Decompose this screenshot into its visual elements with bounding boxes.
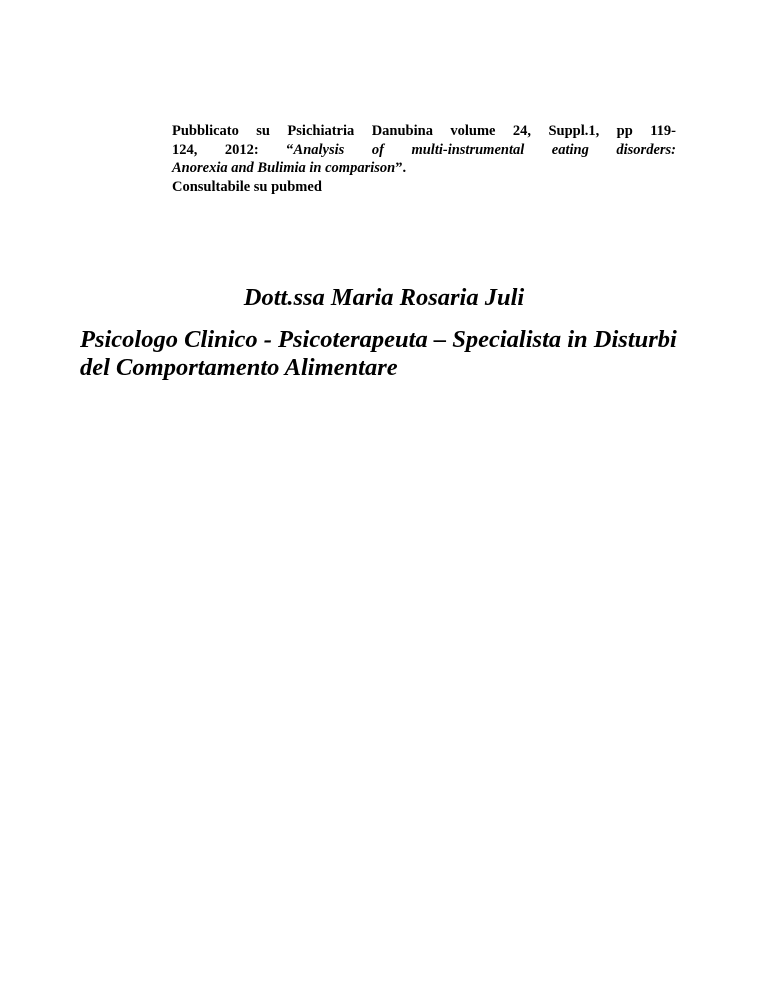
- author-role: [80, 326, 700, 382]
- publication-line-2: [172, 141, 676, 160]
- author-role-line-2: del Comportamento Alimentare: [80, 354, 398, 381]
- article-title-part-1: Analysis of multi-instrumental eating disorders:: [293, 141, 676, 158]
- article-title-close: ”.: [395, 160, 407, 176]
- publication-line-3: [172, 159, 676, 178]
- publication-year-prefix: 124, 2012: “: [172, 141, 294, 158]
- consult-note: Consultabile su pubmed: [172, 178, 322, 195]
- publication-line-1: Pubblicato su Psichiatria Danubina volume 24, Suppl.1, pp 119-: [172, 123, 676, 139]
- author-role-line-1: Psicologo Clinico - Psicoterapeuta – Specialista in Disturbi: [80, 326, 677, 353]
- publication-note: [172, 122, 676, 196]
- author-name: Dott.ssa Maria Rosaria Juli: [243, 284, 525, 311]
- article-title-part-2: Anorexia and Bulimia in comparison: [172, 160, 396, 176]
